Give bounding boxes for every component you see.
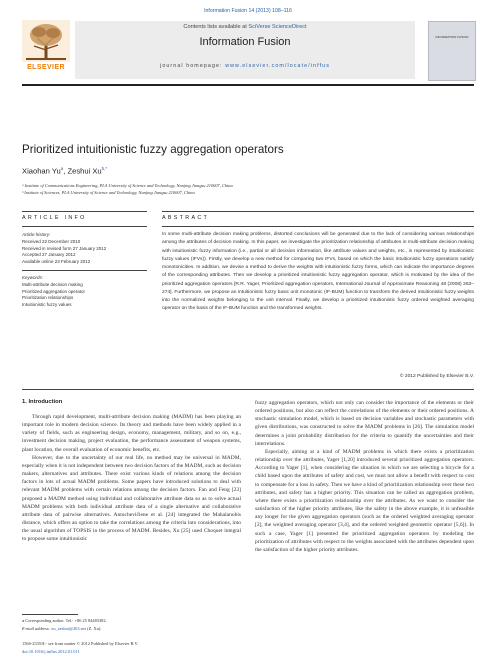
body-column-right [255, 399, 474, 554]
journal-title[interactable]: Information Fusion [199, 36, 291, 48]
body-separator [22, 389, 474, 390]
contents-line [75, 24, 415, 30]
body-paragraph: Especially, aiming at a kind of MADM problems in which there exists a prioritization relationship over the attributes, Yager [1,20] introduced several prioritized aggregation operators. According to Yager [1], when considering the situation in which we are selecting a bicycle for a child based upon the attributes of safety and cost, we must not allow a benefit with respect to cost to compensate for a loss in safety. Then we have a kind of prioritization relationship over these two attributes, and safety has a higher priority. This situation can be called an aggregation problem, where there exists a prioritization relationship over the attributes. As we want to consider the satisfaction of the higher priority attributes, like the safety in the above example, it is unfeasible any longer for the given aggregation operators (such as the ordered weighted averaging operator [2], the weighted averaging operator [3,4], and the ordered weighted geometric operator [5,6]). In such a case, Yager [1] presented the prioritized aggregation operators by modeling the prioritization of attributes with respect to the weights associated with the attributes dependent upon the satisfaction of the higher priority attributes. [255, 448, 474, 553]
author-list: Xiaohan Yu$^a$, Zeshui $Xu^{b,*}$ [22, 166, 108, 176]
affiliation: ᵃ Institute of Communications Engineering, PLA University of Science and Technology, Nanjing Jiangsu 210007, China [22, 183, 233, 188]
homepage-prefix: journal homepage: [160, 63, 223, 69]
history-item: Received 22 December 2010 [22, 238, 81, 244]
doi-line [22, 649, 80, 654]
homepage-link[interactable]: www.elsevier.com/locate/inffus [225, 63, 330, 69]
history-label: Article history: [22, 232, 51, 237]
abstract-rule-lower [162, 226, 474, 227]
footnote-email [22, 626, 101, 631]
footnote-corresponding: ⁎ Corresponding author. Tel.: +86 25 84483382. [22, 618, 107, 623]
section-heading-introduction: 1. Introduction [22, 399, 63, 405]
elsevier-tree-logo[interactable] [22, 20, 70, 62]
header-rule [22, 84, 474, 86]
author-affil-mark[interactable]: b,* [101, 166, 108, 171]
body-paragraph: However, due to the uncertainty of our real life, no method may be universal in MADM, especially when it is not independent between two decision factors of the MADM, such as decision makers, alternatives and attributes. There exist various kinds of relations among the decision factors in lots of actual MADM problems. Some papers have introduced solutions to deal with relevant MADM problems with certain relations among the decision factors. Fan and Feng [23] proposed a MADM method using individual and collaborative attribute data so as to solve actual MADM problems with both individual attribute data of a single alternative and collaborative attribute data of pairwise alternatives. Antuchevičiene et al. [24] integrated the Mahalanobis distance, which offers an option to take the correlations among the criteria into considerations, into the usual algorithm of TOPSIS in the process of MADM. Besides, Xu [25] used Choquet integral to propose some intuitionistic [22, 454, 241, 543]
body-paragraph: Through rapid development, multi-attribute decision making (MADM) has been playing an important role in modern decision science. Its theory and methods have been widely applied in a variety of fields, such as engineering design, economy, management, military, and so on, e.g., investment decision making, project evaluation, the performance assessment of weapon systems, plant location, the overall evaluation of economic benefits, etc. [22, 414, 241, 453]
issn-line: 1566-2535/$ - see front matter © 2012 Published by Elsevier B.V. [22, 641, 139, 646]
keyword: Prioritization relationships [22, 295, 74, 301]
article-info-rule [22, 211, 147, 212]
author-name[interactable]: Zeshui Xu [67, 166, 102, 176]
article-history [22, 232, 147, 266]
keywords-block [22, 275, 147, 309]
abstract-copyright: © 2012 Published by Elsevier B.V. [399, 374, 474, 379]
elsevier-wordmark[interactable]: ELSEVIER [27, 64, 65, 71]
history-item: Received in revised form 27 January 2012 [22, 245, 107, 251]
abstract-label: ABSTRACT [162, 215, 210, 221]
keyword: Multi-attribute decision making [22, 281, 83, 287]
affiliation: ᵇ Institute of Sciences, PLA University of Science and Technology, Nanjing Jiangsu 210007, China [22, 190, 195, 195]
keyword: Intuitionistic fuzzy values [22, 302, 72, 308]
keyword: Prioritized aggregation operator [22, 288, 86, 294]
journal-cover-thumbnail[interactable] [428, 21, 476, 81]
article-title: Prioritized intuitionistic fuzzy aggregation operators [22, 143, 284, 156]
body-column-left [22, 413, 241, 544]
journal-homepage [75, 63, 415, 69]
keywords-rule [22, 270, 147, 271]
history-item: Available online 23 February 2012 [22, 259, 91, 265]
author-name[interactable]: Xiaohan Yu [22, 166, 61, 176]
article-info-rule-lower [22, 226, 147, 227]
cover-title: INFORMATION FUSION [435, 35, 469, 39]
keywords-label: Keywords: [22, 275, 44, 280]
history-item: Accepted 27 January 2012 [22, 252, 76, 258]
journal-reference[interactable]: Information Fusion 14 (2013) 108–116 [204, 8, 292, 14]
email-suffix: (Z. Xu). [87, 626, 102, 631]
abstract-text: In some multi-attribute decision making problems, distorted conclusions will be generated due to the lack of considering various relationships among the attributes of decision making. In this paper, we investigate the prioritization relationship of attributes in multi-attribute decision making with intuitionistic fuzzy information (i.e., partial or all decision information, like attribute values and weights, etc., is represented by intuitionistic fuzzy values (IFVs)). Firstly, we develop a new method for comparing two IFVs, based on which the basic intuitionistic fuzzy operations satisfy monotonicities. In addition, we devise a method to derive the weights with intuitionistic fuzzy forms, which can indicate the importance degrees of the corresponding attributes. Then we develop a prioritized intuitionistic fuzzy aggregation operator, which is motivated by the idea of the prioritized aggregation operators [R.R. Yager, Prioritized aggregation operators, International Journal of Approximate Reasoning 48 (2008) 263–274]. Furthermore, we propose an intuitionistic fuzzy basic unit monotonic (IF-BUM) function to transform the derived intuitionistic fuzzy weights into the normalized weights belonging to the unit interval. Finally, we develop a prioritized intuitionistic fuzzy ordered weighted averaging operator on the basis of the IF-BUM function and the transformed weights. [162, 232, 474, 312]
footnote-rule [22, 614, 78, 615]
sciencedirect-link[interactable]: SciVerse ScienceDirect [248, 24, 307, 30]
contents-prefix: Contents lists available at [183, 24, 247, 30]
email-link[interactable]: xu_zeshui@263.net [51, 626, 87, 631]
doi-link[interactable]: doi:10.1016/j.inffus.2012.01.011 [22, 649, 80, 654]
body-paragraph: fuzzy aggregation operators, which not only can consider the importance of the elements or their ordered positions, but also can reflect the correlations of the elements or their ordered positions. A stochastic simulation model, which is based on decision variables and stochastic parameters with given distributions, was constructed to solve the MADM problems in [26]. The simulation model determines a joint probability distribution for the criteria to quantify the uncertainties and their interrelations. [255, 400, 474, 447]
article-info-label: ARTICLE INFO [22, 215, 87, 221]
abstract-rule [162, 211, 474, 212]
author-affil-mark[interactable]: a [60, 166, 64, 171]
email-label: E-mail address: [22, 626, 51, 631]
